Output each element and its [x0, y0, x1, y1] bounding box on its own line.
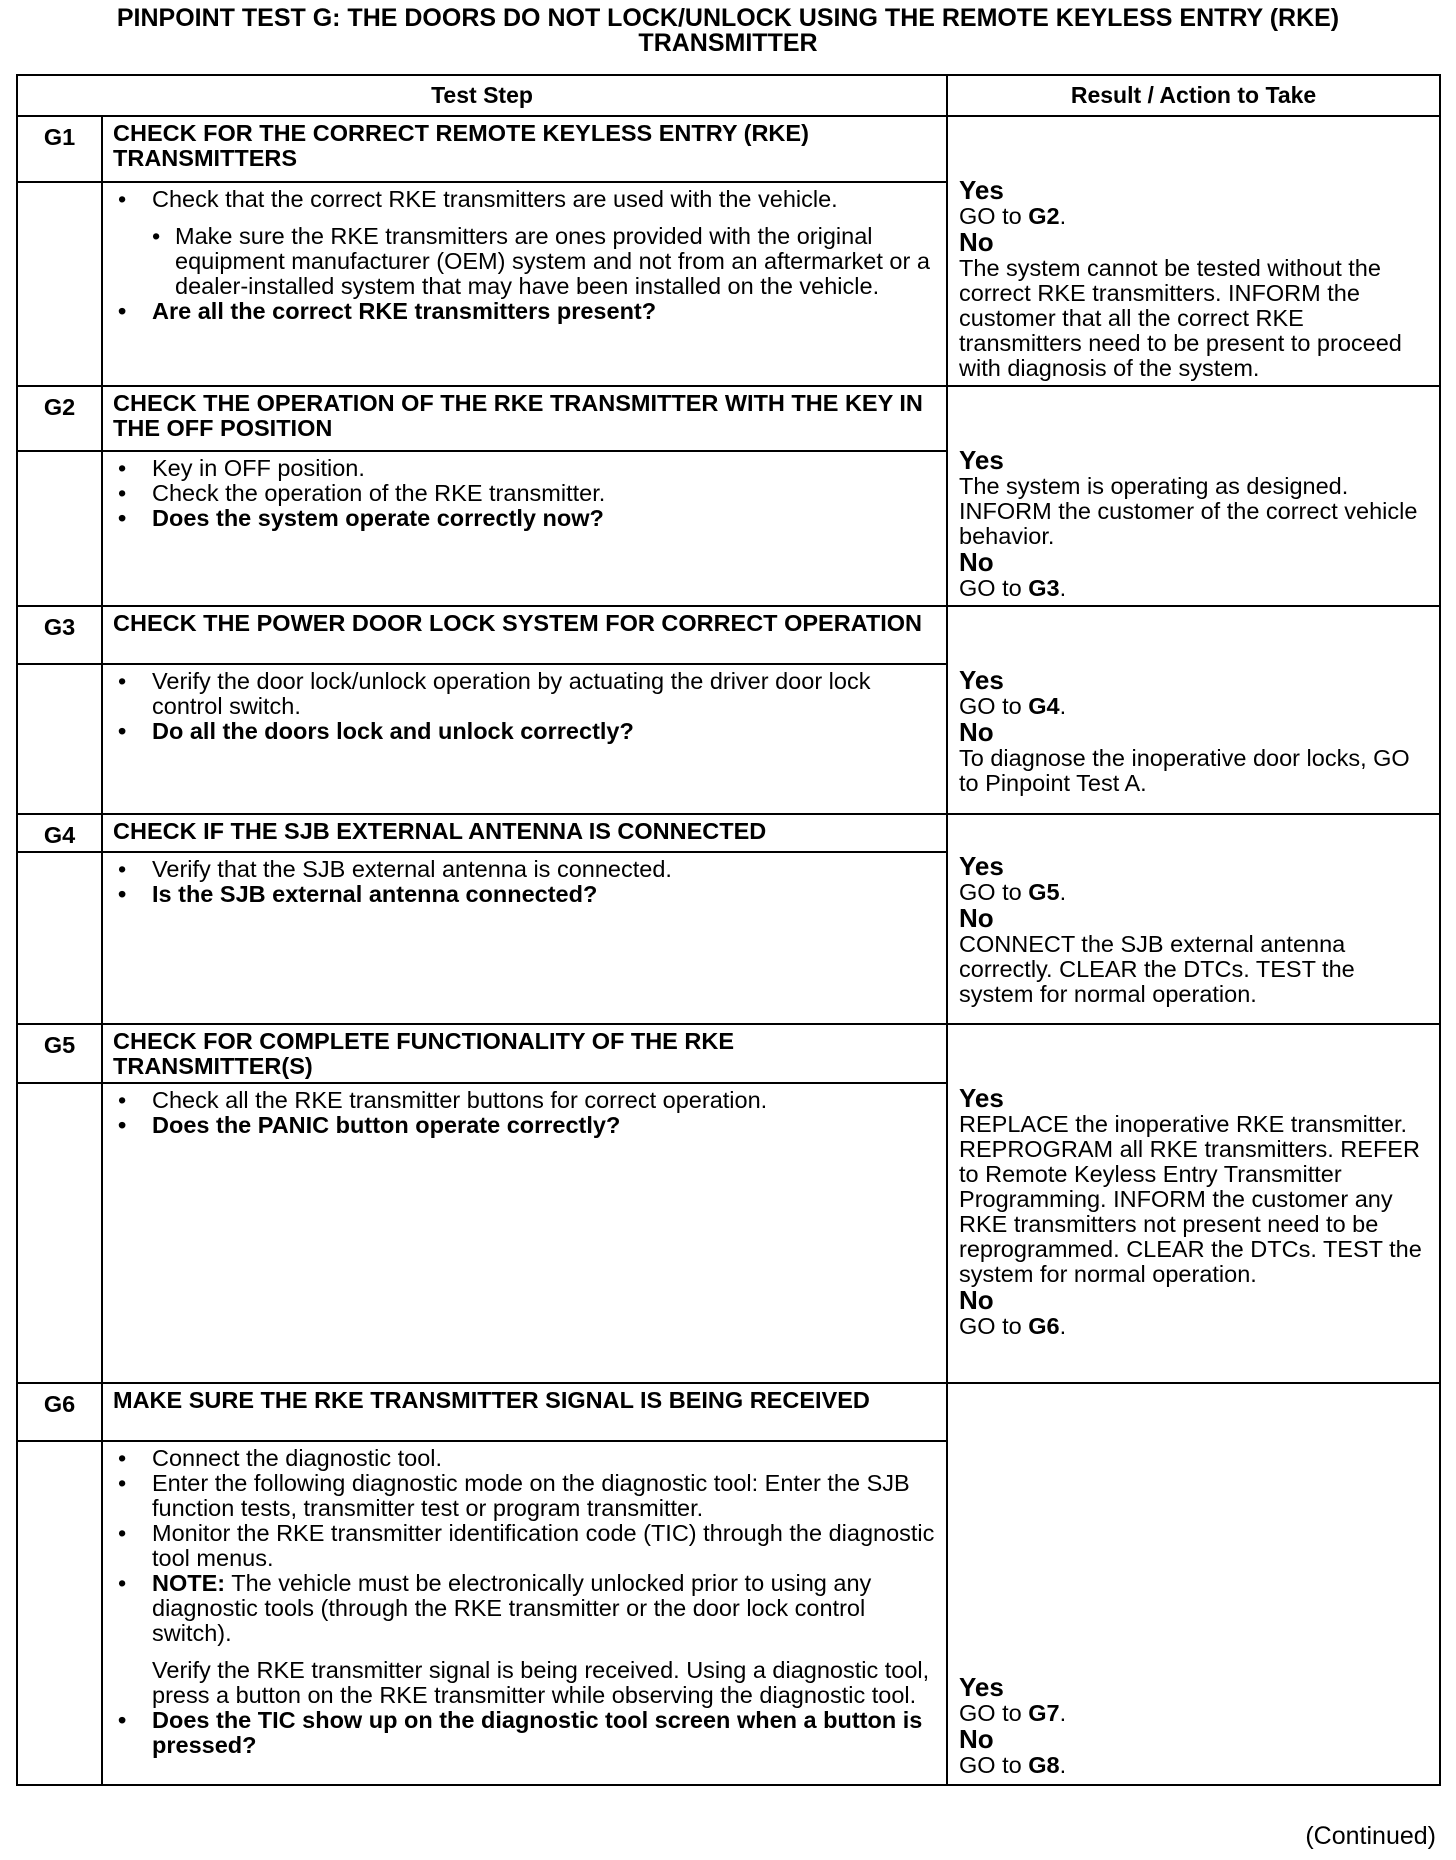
step-heading: CHECK THE OPERATION OF THE RKE TRANSMITTER WITH THE KEY IN THE OFF POSITION — [102, 386, 947, 451]
title-line-1: PINPOINT TEST G: THE DOORS DO NOT LOCK/UNLOCK USING THE REMOTE KEYLESS ENTRY (RKE) — [116, 4, 1340, 32]
yes-label: Yes — [959, 1672, 1004, 1702]
note-label: NOTE: — [152, 1570, 226, 1596]
no-action: GO to G3. — [959, 575, 1067, 601]
yes-action: REPLACE the inoperative RKE transmitter. REPROGRAM all RKE transmitters. REFER to Remote Keyless Entry Transmitter Programming. INFORM the customer any RKE transmitters not present need to be reprogrammed. CLEAR the DTCs. TEST the system for normal operation. — [959, 1111, 1422, 1287]
note-text: The vehicle must be electronically unlocked prior to using any diagnostic tools (through the RKE transmitter or the door lock control switch). — [152, 1570, 872, 1646]
step-g1-result — [947, 116, 1440, 386]
goto-ref: G3 — [1028, 575, 1060, 601]
yes-label: Yes — [959, 175, 1004, 205]
step-sub-bullet: • Make sure the RKE transmitters are ones provided with the original equipment manufacturer (OEM) system and not from an aftermarket or a dealer-installed system that may have been installed on the vehicle. — [115, 224, 936, 299]
col-header-result: Result / Action to Take — [947, 75, 1440, 116]
goto-ref: G8 — [1028, 1752, 1060, 1778]
step-question: • Is the SJB external antenna connected? — [115, 882, 936, 907]
title-line-2: TRANSMITTER — [638, 29, 818, 57]
no-action: To diagnose the inoperative door locks, GO to Pinpoint Test A. — [959, 745, 1410, 796]
step-body — [102, 664, 947, 814]
no-action: The system cannot be tested without the correct RKE transmitters. INFORM the customer that all the correct RKE transmitters need to be present to proceed with diagnosis of the system. — [959, 255, 1402, 381]
pinpoint-test-table — [16, 74, 1441, 1786]
col-header-test-step: Test Step — [17, 75, 947, 116]
step-body — [102, 1441, 947, 1785]
no-action: GO to G6. — [959, 1313, 1067, 1339]
header-row — [17, 75, 1440, 116]
step-g4-heading-row — [17, 814, 1440, 852]
step-id: G6 — [17, 1383, 102, 1441]
step-bullet: • Check that the correct RKE transmitters are used with the vehicle. — [115, 187, 936, 212]
step-g3-result — [947, 606, 1440, 814]
goto-ref: G4 — [1028, 693, 1060, 719]
step-id: G5 — [17, 1024, 102, 1083]
step-g4-result — [947, 814, 1440, 1024]
step-id: G1 — [17, 116, 102, 182]
step-heading: CHECK THE POWER DOOR LOCK SYSTEM FOR CORRECT OPERATION — [102, 606, 947, 664]
step-heading: CHECK IF THE SJB EXTERNAL ANTENNA IS CONNECTED — [102, 814, 947, 852]
goto-ref: G6 — [1028, 1313, 1060, 1339]
step-id: G3 — [17, 606, 102, 664]
yes-label: Yes — [959, 665, 1004, 695]
goto-ref: G7 — [1028, 1700, 1060, 1726]
step-question: • Does the TIC show up on the diagnostic tool screen when a button is pressed? — [115, 1708, 936, 1758]
yes-action: GO to G2. — [959, 203, 1067, 229]
no-action: CONNECT the SJB external antenna correctly. CLEAR the DTCs. TEST the system for normal operation. — [959, 931, 1355, 1007]
step-bullet: • Check all the RKE transmitter buttons for correct operation. — [115, 1088, 936, 1113]
step-paragraph: Verify the RKE transmitter signal is being received. Using a diagnostic tool, press a button on the RKE transmitter while observing the diagnostic tool. — [152, 1657, 930, 1708]
step-bullet: • Verify the door lock/unlock operation by actuating the driver door lock control switch. — [115, 669, 936, 719]
yes-action: GO to G5. — [959, 879, 1067, 905]
no-label: No — [959, 717, 994, 747]
step-g3-heading-row — [17, 606, 1440, 664]
no-label: No — [959, 547, 994, 577]
step-id: G2 — [17, 386, 102, 451]
yes-action: GO to G7. — [959, 1700, 1067, 1726]
step-bullet: • Key in OFF position. — [115, 456, 936, 481]
no-action: GO to G8. — [959, 1752, 1067, 1778]
step-id: G4 — [17, 814, 102, 852]
goto-ref: G5 — [1028, 879, 1060, 905]
step-g5-result — [947, 1024, 1440, 1383]
no-label: No — [959, 1285, 994, 1315]
step-question: • Does the system operate correctly now? — [115, 506, 936, 531]
step-body — [102, 1083, 947, 1383]
step-g5-heading-row — [17, 1024, 1440, 1083]
step-question: • Do all the doors lock and unlock correctly? — [115, 719, 936, 744]
step-bullet: • Check the operation of the RKE transmitter. — [115, 481, 936, 506]
step-body — [102, 182, 947, 386]
step-bullet: • Enter the following diagnostic mode on the diagnostic tool: Enter the SJB function tests, transmitter test or program transmitter. — [115, 1471, 936, 1521]
yes-label: Yes — [959, 445, 1004, 475]
no-label: No — [959, 227, 994, 257]
step-question: • Are all the correct RKE transmitters present? — [115, 299, 936, 324]
step-body — [102, 451, 947, 606]
step-body — [102, 852, 947, 1024]
page-title — [0, 6, 1456, 56]
step-bullet: • Monitor the RKE transmitter identification code (TIC) through the diagnostic tool menus. — [115, 1521, 936, 1571]
step-g2-result — [947, 386, 1440, 606]
goto-ref: G2 — [1028, 203, 1060, 229]
step-g6-heading-row — [17, 1383, 1440, 1441]
step-g2-heading-row — [17, 386, 1440, 451]
step-g1-heading-row — [17, 116, 1440, 182]
continued-label: (Continued) — [1305, 1822, 1436, 1850]
step-bullet: • Verify that the SJB external antenna is connected. — [115, 857, 936, 882]
step-note — [115, 1571, 936, 1646]
yes-label: Yes — [959, 851, 1004, 881]
no-label: No — [959, 903, 994, 933]
step-question: • Does the PANIC button operate correctly? — [115, 1113, 936, 1138]
yes-action: The system is operating as designed. INFORM the customer of the correct vehicle behavior. — [959, 473, 1418, 549]
step-bullet: • Connect the diagnostic tool. — [115, 1446, 936, 1471]
step-heading: CHECK FOR THE CORRECT REMOTE KEYLESS ENTRY (RKE) TRANSMITTERS — [102, 116, 947, 182]
step-g6-result — [947, 1383, 1440, 1785]
step-heading: CHECK FOR COMPLETE FUNCTIONALITY OF THE RKE TRANSMITTER(S) — [102, 1024, 947, 1083]
yes-action: GO to G4. — [959, 693, 1067, 719]
step-heading: MAKE SURE THE RKE TRANSMITTER SIGNAL IS BEING RECEIVED — [102, 1383, 947, 1441]
no-label: No — [959, 1724, 994, 1754]
yes-label: Yes — [959, 1083, 1004, 1113]
